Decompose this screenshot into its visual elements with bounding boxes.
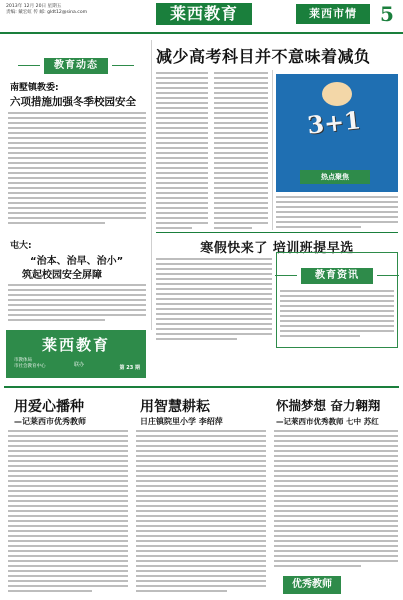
- tag-education-info: 教育资讯: [301, 268, 373, 284]
- editor-line: 责编: 戴宏虹 传 邮: gldt12@sina.com: [6, 10, 88, 15]
- story2-headline-line1: “治本、治早、治小”: [30, 256, 124, 267]
- story1-kicker: 南墅镇教委:: [10, 83, 59, 93]
- main-headline: 减少高考科目并不意味着减负: [156, 47, 371, 66]
- main-body-col2: [214, 72, 268, 232]
- col3-subtitle: —记莱西市优秀教师 七中 苏红: [276, 417, 379, 426]
- supplement-banner: [6, 330, 146, 378]
- section-rule: [156, 232, 398, 233]
- story2-kicker: 屯大:: [10, 241, 32, 251]
- main-body-col3: [276, 196, 398, 232]
- photo-text: 3+1: [305, 105, 363, 140]
- date-line: 2013年 12月 20日 星期五: [6, 4, 62, 9]
- info-box-body: [280, 290, 394, 344]
- column-divider: [272, 70, 273, 230]
- story1-headline: 六项措施加强冬季校园安全: [10, 96, 136, 108]
- col2-body: [136, 430, 266, 596]
- hot-topic-label: 热点聚焦: [300, 170, 370, 184]
- main-body-col1: [156, 72, 208, 232]
- masthead: 莱西教育: [156, 3, 252, 25]
- story2-body: [8, 284, 146, 326]
- mid-headline: 寒假快来了 培训班提早选: [200, 241, 354, 256]
- col2-title: 用智慧耕耘: [140, 399, 210, 415]
- page-number: 5: [380, 2, 394, 26]
- mid-body-left-2: [156, 298, 272, 344]
- story1-body: [8, 112, 146, 232]
- banner-title: 莱西教育: [41, 336, 110, 354]
- col1-body: [8, 430, 128, 596]
- col2-subtitle: 日庄镇院里小学 李绍萍: [140, 417, 223, 426]
- figure-graphic: [322, 82, 352, 106]
- hot-topic-illustration: [276, 74, 398, 192]
- col1-title: 用爱心播种: [14, 399, 84, 415]
- story2-headline-line2: 筑起校园安全屏障: [22, 270, 102, 281]
- banner-orgs: 市教体局 市社会教育中心: [14, 358, 46, 369]
- col3-title: 怀揣梦想 奋力翱翔: [276, 398, 381, 413]
- section-name: 莱西市情: [296, 4, 370, 24]
- issue-meta: [6, 4, 116, 16]
- tag-education-news: 教育动态: [44, 58, 108, 74]
- outstanding-teachers-tag: 优秀教师: [283, 576, 341, 594]
- bottom-rule: [4, 386, 399, 388]
- col1-subtitle: —记莱西市优秀教师: [14, 417, 86, 426]
- page-header: [0, 0, 403, 34]
- banner-issue: 第 23 期: [119, 365, 140, 371]
- column-divider: [151, 40, 152, 330]
- banner-org-label: 联办: [74, 362, 85, 368]
- col3-body: [274, 430, 398, 572]
